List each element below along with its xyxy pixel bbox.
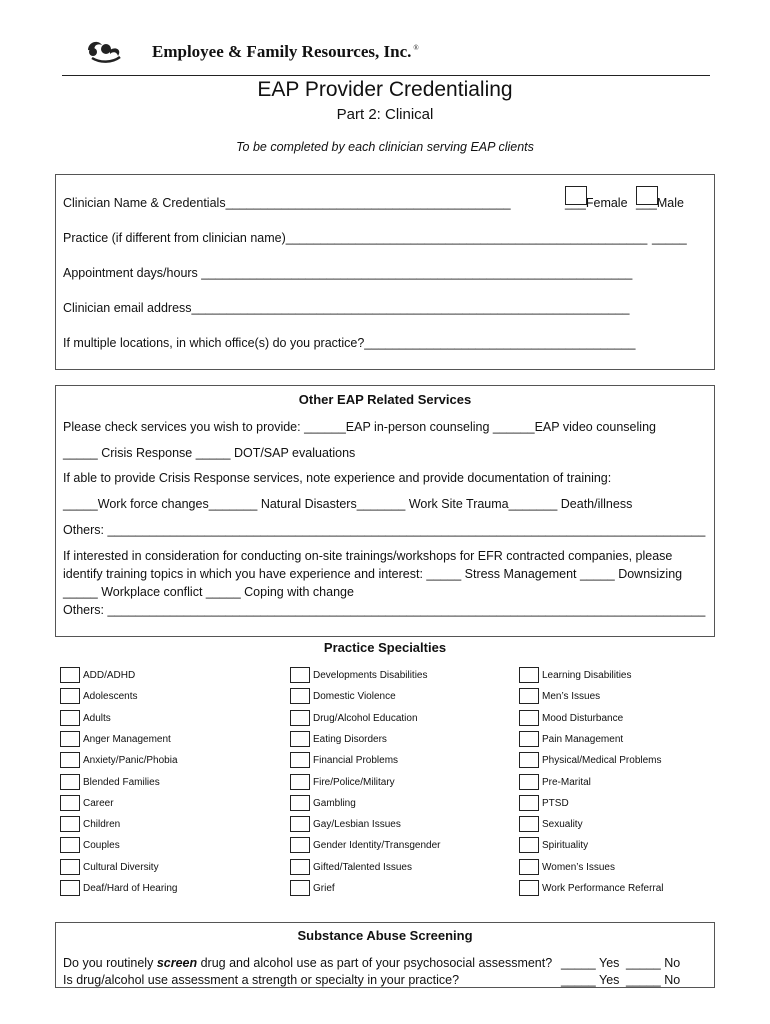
interest-text-3[interactable]: _____ Workplace conflict _____ Coping with change xyxy=(63,585,354,599)
specialty-label: Eating Disorders xyxy=(313,734,387,745)
specialty-checkbox[interactable] xyxy=(519,837,539,853)
specialty-label: Domestic Violence xyxy=(313,691,396,702)
specialty-label: Career xyxy=(83,798,114,809)
training-types-line[interactable]: _____Work force changes_______ Natural Disasters_______ Work Site Trauma_______ Death/illness xyxy=(63,497,633,511)
appointment-field[interactable]: Appointment days/hours ______________________________________________________________ xyxy=(63,266,633,280)
specialty-checkbox[interactable] xyxy=(290,837,310,853)
specialty-checkbox[interactable] xyxy=(519,880,539,896)
company-name-text: Employee & Family Resources, Inc. xyxy=(152,42,412,61)
specialty-checkbox[interactable] xyxy=(60,752,80,768)
screen-question xyxy=(63,956,552,970)
page-title: EAP Provider Credentialing xyxy=(257,78,513,101)
interest-text-1: If interested in consideration for conducting on-site trainings/workshops for EFR contracted companies, please xyxy=(63,549,673,563)
crisis-response-line[interactable]: _____ Crisis Response _____ DOT/SAP evaluations xyxy=(63,446,356,460)
practice-field-tail: _____ xyxy=(652,231,687,245)
specialty-checkbox[interactable] xyxy=(290,752,310,768)
specialty-checkbox[interactable] xyxy=(519,667,539,683)
specialty-label: ADD/ADHD xyxy=(83,670,136,681)
specialty-checkbox[interactable] xyxy=(60,688,80,704)
specialties-heading: Practice Specialties xyxy=(323,640,447,655)
specialty-label: Spirituality xyxy=(542,840,589,851)
specialty-checkbox[interactable] xyxy=(519,710,539,726)
substance-heading: Substance Abuse Screening xyxy=(297,928,473,943)
specialty-label: Women’s Issues xyxy=(542,862,615,873)
specialty-checkbox[interactable] xyxy=(60,774,80,790)
specialty-label: Blended Families xyxy=(83,777,160,788)
crisis-note: If able to provide Crisis Response services, note experience and provide documentation of training: xyxy=(63,471,612,485)
screen-question-post: drug and alcohol use as part of your psychosocial assessment? xyxy=(197,956,553,970)
specialty-checkbox[interactable] xyxy=(290,795,310,811)
page-subtitle: Part 2: Clinical xyxy=(336,106,434,123)
strength-yes[interactable]: _____ Yes xyxy=(561,973,620,987)
specialty-checkbox[interactable] xyxy=(290,731,310,747)
specialty-checkbox[interactable] xyxy=(519,795,539,811)
specialty-checkbox[interactable] xyxy=(60,667,80,683)
specialty-checkbox[interactable] xyxy=(290,710,310,726)
specialty-label: Children xyxy=(83,819,121,830)
email-field[interactable]: Clinician email address_______________________________________________________________ xyxy=(63,301,630,315)
specialty-label: Developments Disabilities xyxy=(313,670,428,681)
specialty-label: Financial Problems xyxy=(313,755,399,766)
specialty-checkbox[interactable] xyxy=(290,816,310,832)
specialty-label: Gifted/Talented Issues xyxy=(313,862,412,873)
clinician-info-box xyxy=(55,174,715,370)
substance-abuse-box xyxy=(55,922,715,988)
services-provide-line[interactable]: Please check services you wish to provide: ______EAP in-person counseling ______EAP video counseling xyxy=(63,420,656,434)
specialty-checkbox[interactable] xyxy=(60,859,80,875)
header-rule xyxy=(62,75,710,76)
male-label: ___Male xyxy=(636,196,684,210)
locations-field[interactable]: If multiple locations, in which office(s) do you practice?_______________________________________ xyxy=(63,336,636,350)
specialty-checkbox[interactable] xyxy=(519,774,539,790)
screen-no[interactable]: _____ No xyxy=(626,956,681,970)
specialty-label: PTSD xyxy=(542,798,569,809)
specialty-checkbox[interactable] xyxy=(60,795,80,811)
specialty-label: Gambling xyxy=(313,798,356,809)
specialty-checkbox[interactable] xyxy=(290,859,310,875)
specialty-checkbox[interactable] xyxy=(290,880,310,896)
specialty-label: Physical/Medical Problems xyxy=(542,755,662,766)
specialty-checkbox[interactable] xyxy=(60,731,80,747)
company-logo xyxy=(84,36,128,64)
specialty-checkbox[interactable] xyxy=(60,837,80,853)
specialty-label: Adolescents xyxy=(83,691,138,702)
specialty-checkbox[interactable] xyxy=(519,688,539,704)
company-name xyxy=(152,42,419,62)
specialty-label: Pre-Marital xyxy=(542,777,591,788)
specialty-label: Anxiety/Panic/Phobia xyxy=(83,755,178,766)
specialty-label: Anger Management xyxy=(83,734,171,745)
specialty-checkbox[interactable] xyxy=(60,816,80,832)
instructions: To be completed by each clinician serving EAP clients xyxy=(236,140,534,154)
specialty-checkbox[interactable] xyxy=(519,816,539,832)
practice-field[interactable]: Practice (if different from clinician name)____________________________________________________ xyxy=(63,231,648,245)
screen-emphasis: screen xyxy=(156,956,198,970)
other-services-heading: Other EAP Related Services xyxy=(298,392,472,407)
specialty-checkbox[interactable] xyxy=(519,859,539,875)
screen-question-pre: Do you routinely xyxy=(63,956,157,970)
specialty-label: Couples xyxy=(83,840,120,851)
specialty-checkbox[interactable] xyxy=(290,688,310,704)
specialty-label: Pain Management xyxy=(542,734,624,745)
specialty-checkbox[interactable] xyxy=(60,880,80,896)
registered-mark: ® xyxy=(413,44,419,53)
specialty-checkbox[interactable] xyxy=(519,731,539,747)
female-label: ___Female xyxy=(565,196,628,210)
specialty-checkbox[interactable] xyxy=(290,774,310,790)
specialty-checkbox[interactable] xyxy=(60,710,80,726)
specialty-label: Work Performance Referral xyxy=(542,883,664,894)
others-field-2[interactable]: Others: ______________________________________________________________________________________ xyxy=(63,603,706,617)
specialty-label: Men’s Issues xyxy=(542,691,601,702)
specialty-label: Mood Disturbance xyxy=(542,713,624,724)
specialty-label: Grief xyxy=(313,883,335,894)
strength-no[interactable]: _____ No xyxy=(626,973,681,987)
others-field-1[interactable]: Others: ______________________________________________________________________________________ xyxy=(63,523,706,537)
interest-text-2[interactable]: identify training topics in which you have experience and interest: _____ Stress Management _____ Downsizing xyxy=(63,567,683,581)
specialty-label: Adults xyxy=(83,713,111,724)
clinician-name-field[interactable]: Clinician Name & Credentials_________________________________________ xyxy=(63,196,511,210)
specialty-checkbox[interactable] xyxy=(519,752,539,768)
specialty-label: Sexuality xyxy=(542,819,583,830)
other-services-box xyxy=(55,385,715,637)
screen-yes[interactable]: _____ Yes xyxy=(561,956,620,970)
specialty-checkbox[interactable] xyxy=(290,667,310,683)
specialty-label: Cultural Diversity xyxy=(83,862,159,873)
specialty-label: Fire/Police/Military xyxy=(313,777,395,788)
strength-question: Is drug/alcohol use assessment a strength or specialty in your practice? xyxy=(63,973,460,987)
specialty-label: Gay/Lesbian Issues xyxy=(313,819,401,830)
specialty-label: Drug/Alcohol Education xyxy=(313,713,418,724)
specialty-label: Deaf/Hard of Hearing xyxy=(83,883,178,894)
specialty-label: Gender Identity/Transgender xyxy=(313,840,441,851)
specialty-label: Learning Disabilities xyxy=(542,670,632,681)
